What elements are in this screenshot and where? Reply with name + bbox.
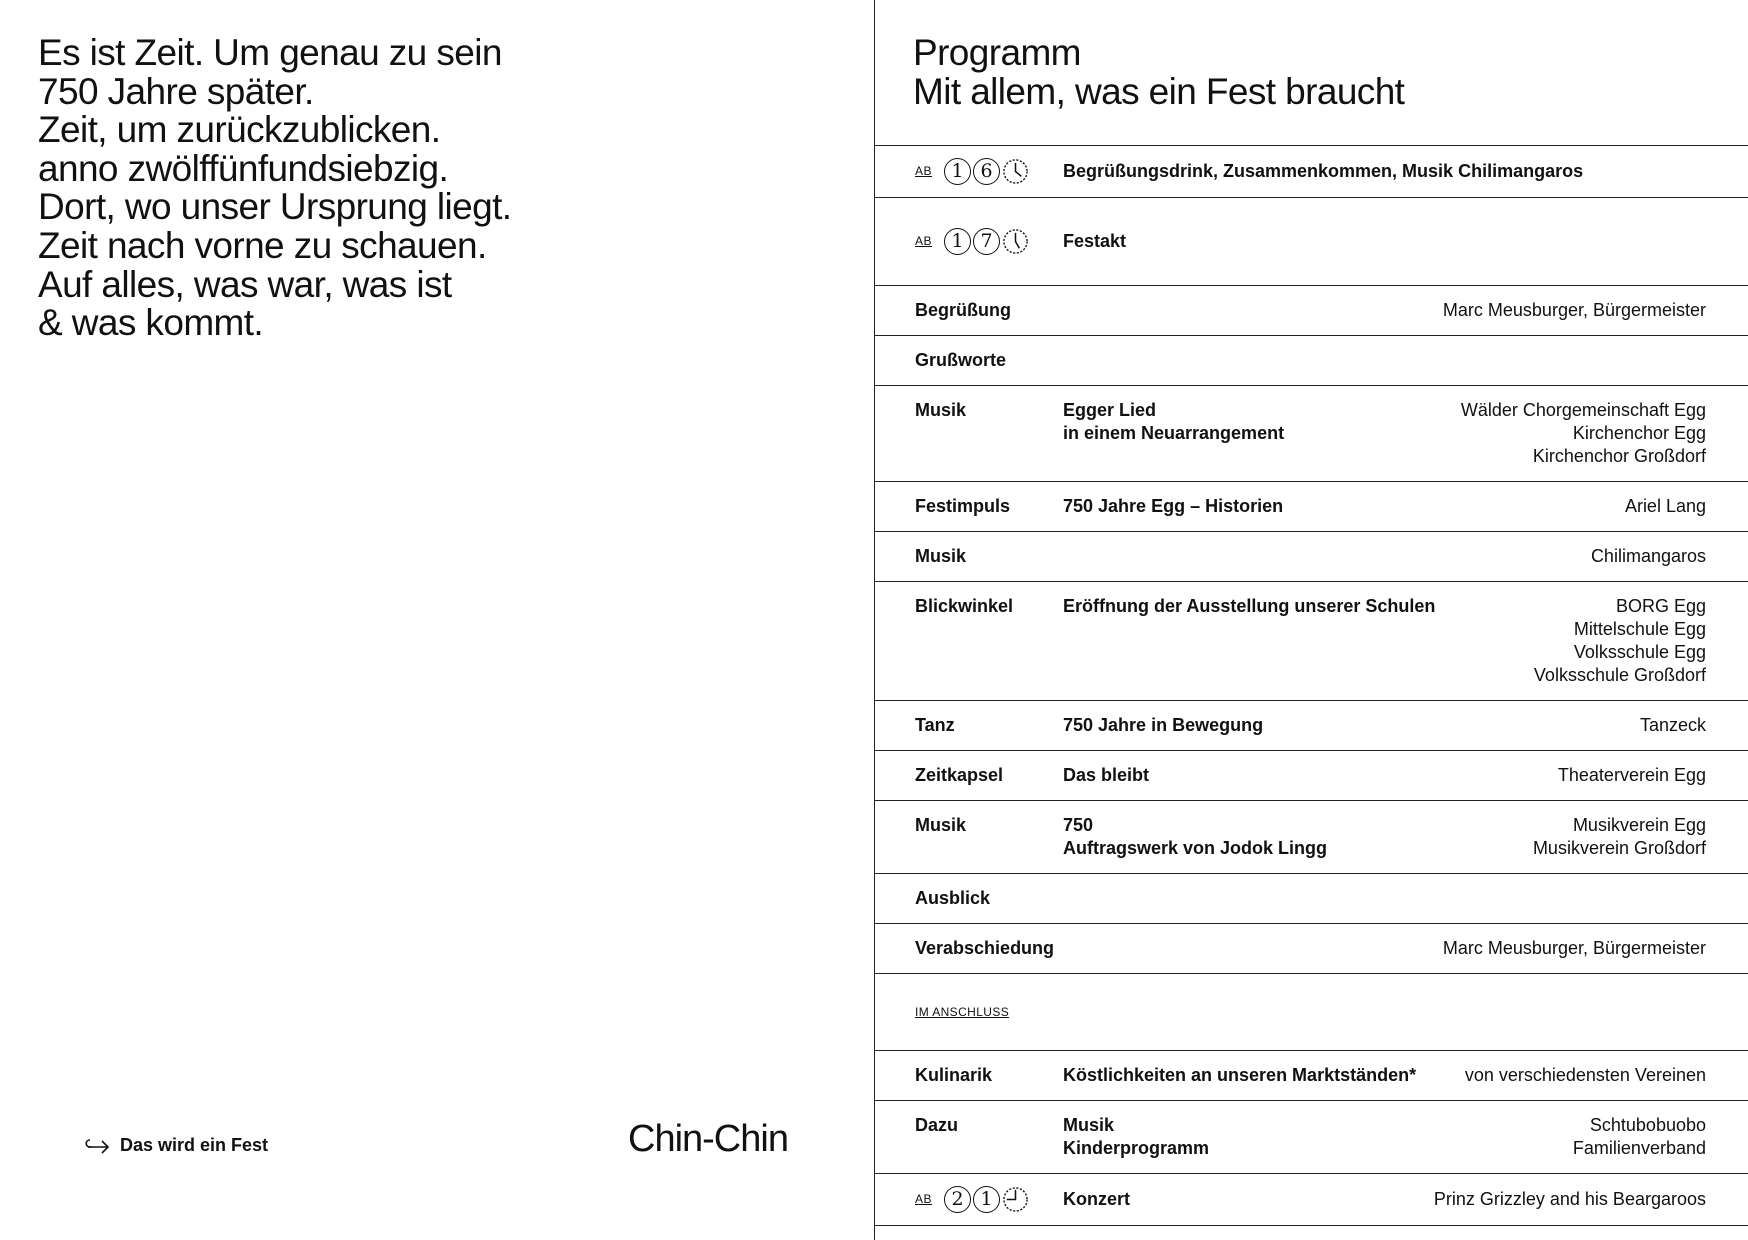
hour-digit: 2 xyxy=(944,1186,971,1213)
program-table xyxy=(875,145,1748,1226)
row-category: Musik xyxy=(915,546,967,566)
row-category: Musik xyxy=(915,400,967,420)
title-line: Kinderprogramm xyxy=(1063,1138,1210,1158)
row-title xyxy=(1063,399,1461,468)
footer-link[interactable] xyxy=(84,1135,268,1156)
row-category: Festimpuls xyxy=(915,496,1011,516)
time-row-17 xyxy=(875,198,1748,286)
row-title xyxy=(1063,937,1443,960)
heading-title: Programm xyxy=(913,32,1081,73)
ab-label: AB xyxy=(915,164,933,178)
row-credit xyxy=(1534,595,1706,687)
row-credit xyxy=(1573,1114,1706,1160)
title-line: Köstlichkeiten an unseren Marktständen* xyxy=(1063,1065,1417,1085)
program-row xyxy=(875,482,1748,532)
title-line: 750 Jahre Egg – Historien xyxy=(1063,496,1284,516)
credit-line: Schtubobuobo xyxy=(1589,1115,1706,1135)
row-title xyxy=(1063,299,1443,322)
credit-line: Chilimangaros xyxy=(1590,546,1706,566)
row-credit xyxy=(1443,299,1706,322)
credit-line: Mittelschule Egg xyxy=(1573,619,1706,639)
row-category: Blickwinkel xyxy=(915,596,1014,616)
program-row xyxy=(875,336,1748,386)
time-row-title: Festakt xyxy=(1063,231,1127,251)
credit-line: BORG Egg xyxy=(1615,596,1706,616)
credit-line: Volksschule Egg xyxy=(1573,642,1706,662)
row-credit xyxy=(1640,714,1706,737)
credit-line: Ariel Lang xyxy=(1624,496,1706,516)
program-row xyxy=(875,874,1748,924)
credit-line: Tanzeck xyxy=(1639,715,1706,735)
credit-line: Familienverband xyxy=(1572,1138,1706,1158)
hour-digit: 6 xyxy=(973,158,1000,185)
program-row xyxy=(875,386,1748,482)
intro-poem xyxy=(38,34,738,343)
poem-line: anno zwölffünfundsiebzig. xyxy=(38,147,449,189)
row-title xyxy=(1063,1064,1465,1087)
row-credit xyxy=(1461,399,1706,468)
time-row-credit: Prinz Grizzley and his Beargaroos xyxy=(1433,1189,1706,1209)
program-row xyxy=(875,582,1748,701)
time-row-21 xyxy=(875,1174,1748,1226)
row-title xyxy=(1063,764,1558,787)
section-label: IM ANSCHLUSS xyxy=(915,1005,1010,1019)
time-row-title: Begrüßungsdrink, Zusammenkommen, Musik Chilimangaros xyxy=(1063,161,1584,181)
poem-line: 750 Jahre später. xyxy=(38,70,314,112)
credit-line: Marc Meusburger, Bürgermeister xyxy=(1442,300,1706,320)
row-category: Begrüßung xyxy=(915,300,1011,320)
program-row xyxy=(875,532,1748,582)
program-row xyxy=(875,924,1748,974)
poem-line: & was kommt. xyxy=(38,302,264,344)
row-category: Zeitkapsel xyxy=(915,765,1004,785)
brand-name: Chin-Chin xyxy=(628,1118,788,1160)
program-heading xyxy=(913,34,1404,111)
row-category: Kulinarik xyxy=(915,1065,993,1085)
row-title xyxy=(1063,714,1640,737)
credit-line: Wälder Chorgemeinschaft Egg xyxy=(1460,400,1706,420)
section-row xyxy=(875,974,1748,1051)
time-badge xyxy=(915,228,1063,255)
title-line: Auftragswerk von Jodok Lingg xyxy=(1063,838,1328,858)
poem-line: Dort, wo unser Ursprung liegt. xyxy=(38,186,512,228)
credit-line: Musikverein Großdorf xyxy=(1532,838,1706,858)
credit-line: Marc Meusburger, Bürgermeister xyxy=(1442,938,1706,958)
title-line: in einem Neuarrangement xyxy=(1063,423,1285,443)
arrow-right-icon xyxy=(84,1137,110,1155)
title-line: Musik xyxy=(1063,1115,1115,1135)
ab-label: AB xyxy=(915,1192,933,1206)
program-row xyxy=(875,751,1748,801)
row-credit xyxy=(1533,814,1706,860)
program-row xyxy=(875,1051,1748,1101)
title-line: 750 xyxy=(1063,815,1094,835)
row-category: Verabschiedung xyxy=(915,938,1055,958)
poem-line: Auf alles, was war, was ist xyxy=(38,263,452,305)
hour-digit: 1 xyxy=(973,1186,1000,1213)
row-credit xyxy=(1465,1064,1706,1087)
program-row xyxy=(875,286,1748,336)
row-category: Dazu xyxy=(915,1115,959,1135)
credit-line: von verschiedensten Vereinen xyxy=(1464,1065,1706,1085)
row-category: Tanz xyxy=(915,715,955,735)
credit-line: Kirchenchor Egg xyxy=(1572,423,1706,443)
row-title xyxy=(1063,1114,1573,1160)
title-line: Das bleibt xyxy=(1063,765,1150,785)
credit-line: Theaterverein Egg xyxy=(1557,765,1706,785)
heading-subtitle: Mit allem, was ein Fest braucht xyxy=(913,70,1405,112)
credit-line: Kirchenchor Großdorf xyxy=(1532,446,1706,466)
hour-digit: 1 xyxy=(944,158,971,185)
row-credit xyxy=(1625,495,1706,518)
row-category: Musik xyxy=(915,815,967,835)
row-category: Ausblick xyxy=(915,888,991,908)
clock-icon xyxy=(1002,228,1029,255)
time-row-title: Konzert xyxy=(1063,1189,1130,1209)
time-row-16 xyxy=(875,146,1748,198)
time-badge xyxy=(915,1186,1063,1213)
clock-icon xyxy=(1002,1186,1029,1213)
hour-digit: 1 xyxy=(944,228,971,255)
row-title xyxy=(1063,495,1625,518)
credit-line: Musikverein Egg xyxy=(1572,815,1706,835)
title-line: 750 Jahre in Bewegung xyxy=(1063,715,1264,735)
row-title xyxy=(1063,545,1591,568)
row-credit xyxy=(1558,764,1706,787)
title-line: Egger Lied xyxy=(1063,400,1157,420)
clock-icon xyxy=(1002,158,1029,185)
time-badge xyxy=(915,158,1063,185)
row-title xyxy=(1063,887,1706,910)
footer-link-label: Das wird ein Fest xyxy=(120,1135,269,1155)
title-line: Eröffnung der Ausstellung unserer Schulen xyxy=(1063,596,1436,616)
right-page xyxy=(875,0,1748,1240)
row-title xyxy=(1063,349,1706,372)
row-category: Grußworte xyxy=(915,350,1007,370)
program-row xyxy=(875,701,1748,751)
row-credit xyxy=(1443,937,1706,960)
program-row xyxy=(875,801,1748,874)
poem-line: Zeit, um zurückzublicken. xyxy=(38,109,441,151)
row-credit xyxy=(1591,545,1706,568)
hour-digit: 7 xyxy=(973,228,1000,255)
row-title xyxy=(1063,814,1533,860)
poem-line: Zeit nach vorne zu schauen. xyxy=(38,224,487,266)
ab-label: AB xyxy=(915,234,933,248)
program-row xyxy=(875,1101,1748,1174)
credit-line: Volksschule Großdorf xyxy=(1533,665,1706,685)
row-title xyxy=(1063,595,1534,687)
poem-line: Es ist Zeit. Um genau zu sein xyxy=(38,32,502,73)
